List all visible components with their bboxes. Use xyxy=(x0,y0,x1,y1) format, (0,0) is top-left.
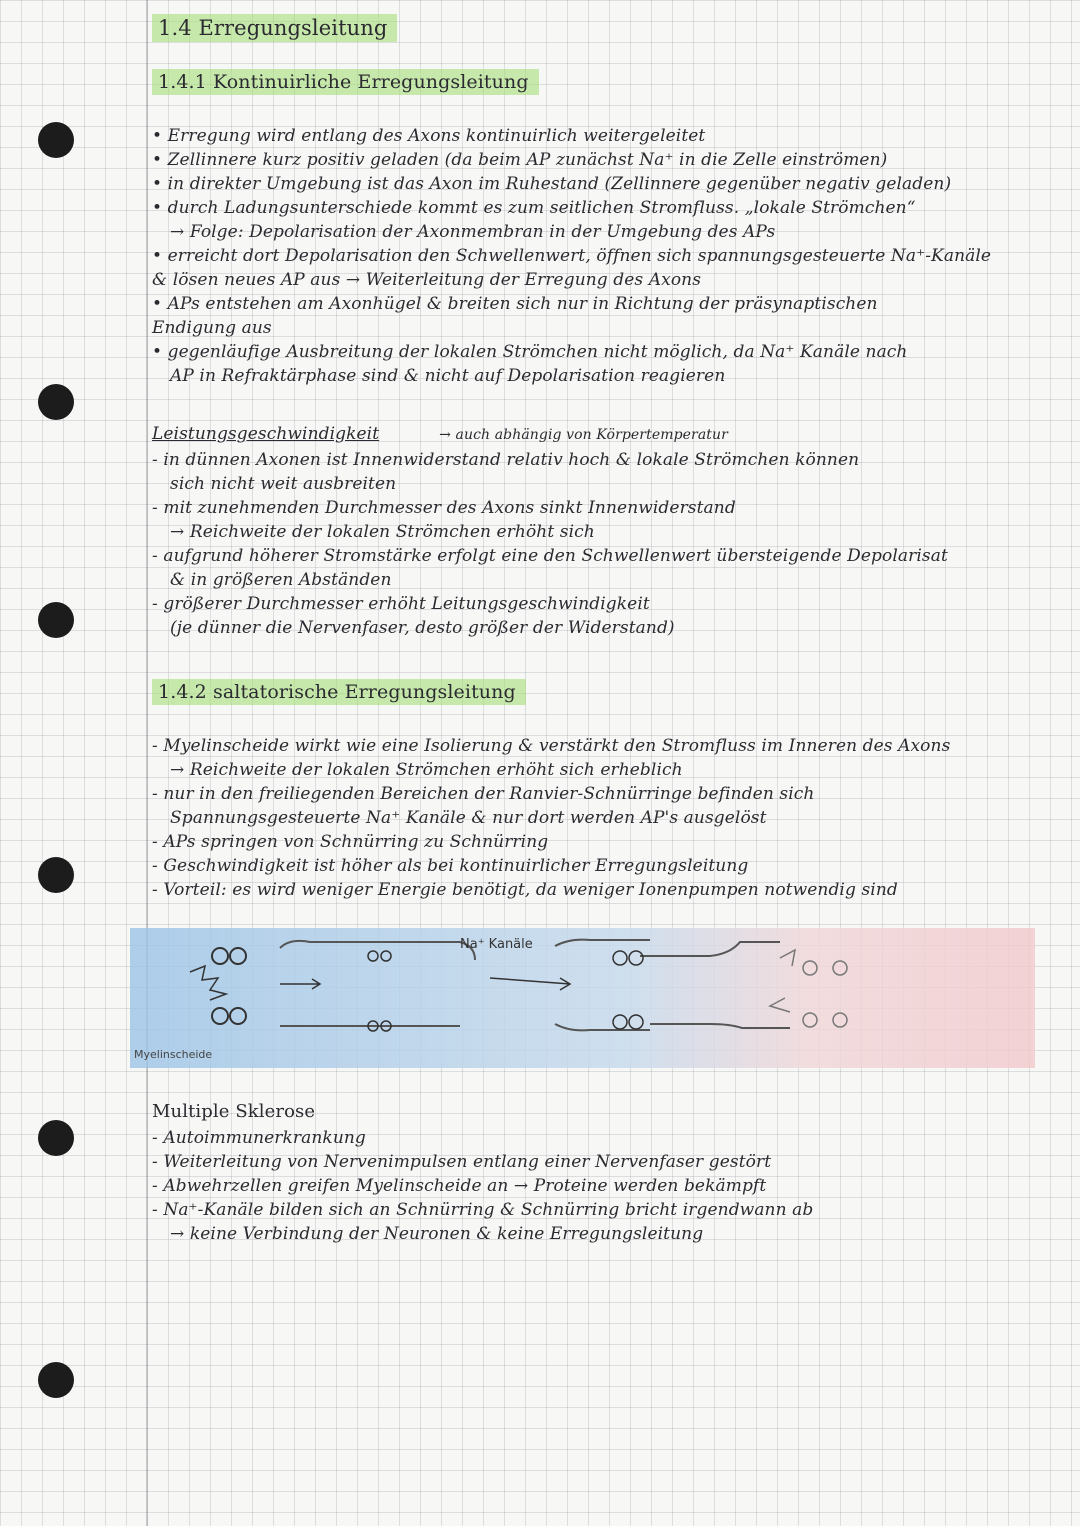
text-line: - Myelinscheide wirkt wie eine Isolierung & verstärkt den Stromfluss im Inneren des Axons xyxy=(152,736,951,756)
text-line: • APs entstehen am Axonhügel & breiten sich nur in Richtung der präsynaptischen xyxy=(152,294,878,314)
text-line: - größerer Durchmesser erhöht Leitungsgeschwindigkeit xyxy=(152,594,650,614)
text-line: → Folge: Depolarisation der Axonmembran in der Umgebung des APs xyxy=(170,222,776,242)
text-line: (je dünner die Nervenfaser, desto größer der Widerstand) xyxy=(170,618,675,638)
section-heading-1: 1.4.1 Kontinuirliche Erregungsleitung xyxy=(152,72,539,92)
punch-hole xyxy=(38,857,74,893)
punch-hole xyxy=(38,1362,74,1398)
text-line: • gegenläufige Ausbreitung der lokalen Strömchen nicht möglich, da Na⁺ Kanäle nach xyxy=(152,342,908,362)
text-line: AP in Refraktärphase sind & nicht auf Depolarisation reagieren xyxy=(170,366,726,386)
diagram-background xyxy=(130,928,1035,1068)
text-line: Endigung aus xyxy=(152,318,272,338)
text-line: • Erregung wird entlang des Axons kontinuirlich weitergeleitet xyxy=(152,126,706,146)
text-line: → Reichweite der lokalen Strömchen erhöht sich xyxy=(170,522,595,542)
text-line: • in direkter Umgebung ist das Axon im Ruhestand (Zellinnere gegenüber negativ geladen) xyxy=(152,174,952,194)
text-line: & in größeren Abständen xyxy=(170,570,392,590)
margin-line xyxy=(146,0,148,1526)
section-heading-2: 1.4.2 saltatorische Erregungsleitung xyxy=(152,682,526,702)
text-line: - in dünnen Axonen ist Innenwiderstand relativ hoch & lokale Strömchen können xyxy=(152,450,860,470)
text-line: • erreicht dort Depolarisation den Schwellenwert, öffnen sich spannungsgesteuerte Na⁺-Kanäle xyxy=(152,246,992,266)
sheath-label: Myelinscheide xyxy=(134,1048,213,1061)
punch-hole xyxy=(38,602,74,638)
text-line: - mit zunehmenden Durchmesser des Axons sinkt Innenwiderstand xyxy=(152,498,736,518)
punch-hole xyxy=(38,122,74,158)
text-line: Spannungsgesteuerte Na⁺ Kanäle & nur dort werden AP's ausgelöst xyxy=(170,808,767,828)
ms-heading: Multiple Sklerose xyxy=(152,1101,316,1122)
text-line: - Na⁺-Kanäle bilden sich an Schnürring & Schnürring bricht irgendwann ab xyxy=(152,1200,814,1220)
saltatory-conduction-diagram xyxy=(130,928,1035,1068)
punch-hole xyxy=(38,1120,74,1156)
text-line: - Vorteil: es wird weniger Energie benötigt, da weniger Ionenpumpen notwendig sind xyxy=(152,880,898,900)
text-line: → Reichweite der lokalen Strömchen erhöht sich erheblich xyxy=(170,760,683,780)
text-line: sich nicht weit ausbreiten xyxy=(170,474,397,494)
subsection-label: Leistungsgeschwindigkeit → auch abhängig von Körpertemperatur xyxy=(152,424,728,444)
text-line: & lösen neues AP aus → Weiterleitung der Erregung des Axons xyxy=(152,270,702,290)
page-title: 1.4 Erregungsleitung xyxy=(152,18,397,38)
text-line: - Abwehrzellen greifen Myelinscheide an → Proteine werden bekämpft xyxy=(152,1176,767,1196)
text-line: - APs springen von Schnürring zu Schnürring xyxy=(152,832,549,852)
text-line: - Weiterleitung von Nervenimpulsen entlang einer Nervenfaser gestört xyxy=(152,1152,772,1172)
text-line: • Zellinnere kurz positiv geladen (da beim AP zunächst Na⁺ in die Zelle einströmen) xyxy=(152,150,888,170)
subsection-note: → auch abhängig von Körpertemperatur xyxy=(439,427,728,443)
text-line: - nur in den freiliegenden Bereichen der Ranvier-Schnürringe befinden sich xyxy=(152,784,815,804)
text-line: • durch Ladungsunterschiede kommt es zum seitlichen Stromfluss. „lokale Strömchen“ xyxy=(152,198,916,218)
punch-hole xyxy=(38,384,74,420)
text-line: - Autoimmunerkrankung xyxy=(152,1128,366,1148)
text-line: - aufgrund höherer Stromstärke erfolgt eine den Schwellenwert übersteigende Depolarisat xyxy=(152,546,948,566)
text-line: - Geschwindigkeit ist höher als bei kontinuirlicher Erregungsleitung xyxy=(152,856,749,876)
text-line: → keine Verbindung der Neuronen & keine Erregungsleitung xyxy=(170,1224,704,1244)
channel-label: Na⁺ Kanäle xyxy=(460,937,533,952)
